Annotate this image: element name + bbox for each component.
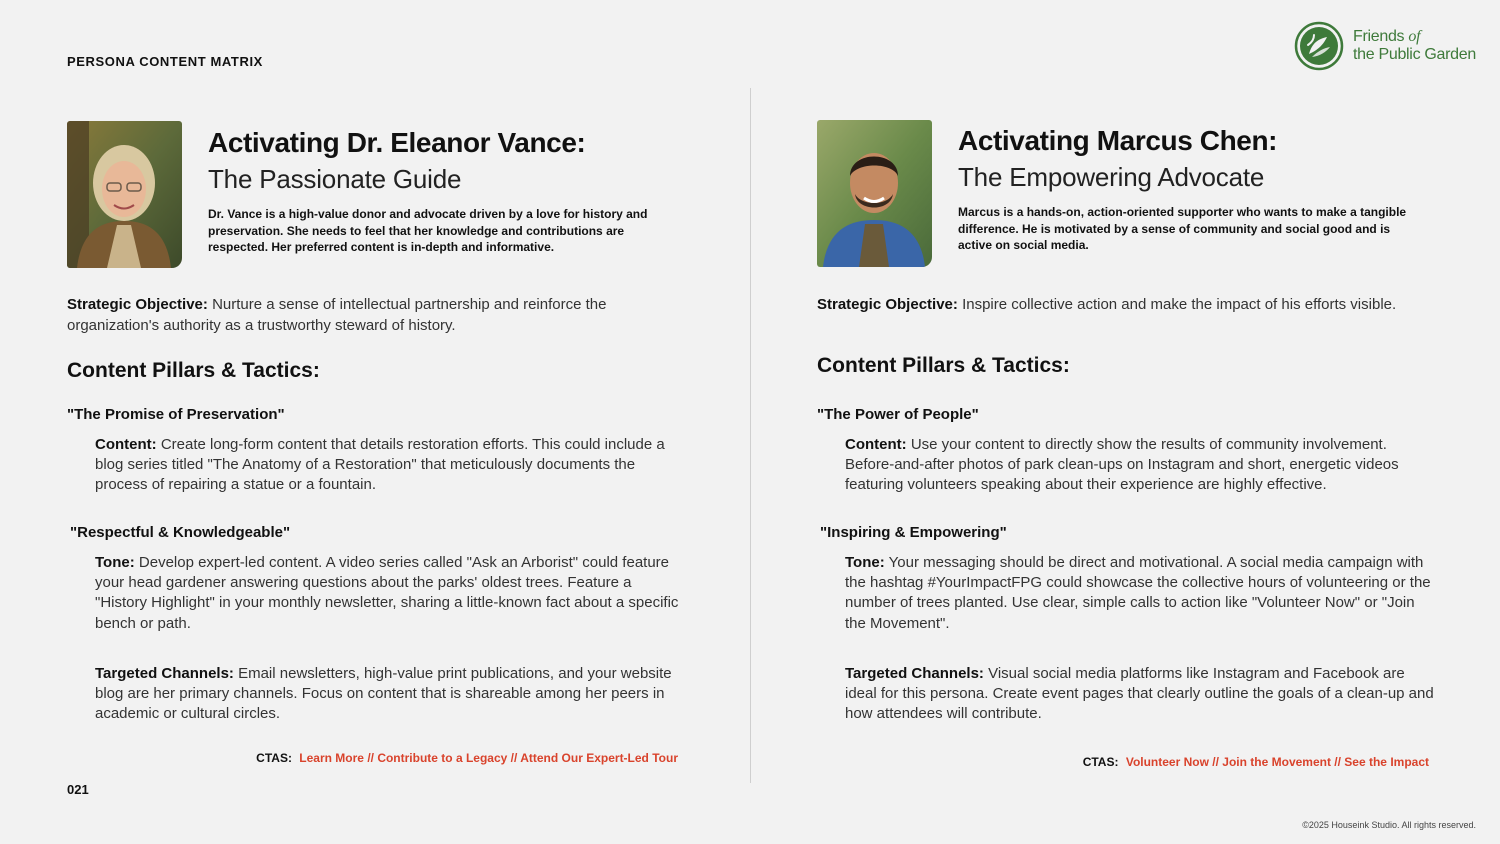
man-portrait-icon	[817, 120, 932, 267]
persona-name: Activating Dr. Eleanor Vance:	[208, 127, 586, 158]
channels-label: Targeted Channels:	[95, 665, 234, 682]
channels-text: Email newsletters, high-value print publications, and your website blog are her primary channels. Focus on content that is shareable among her peers in academic or cultural circles.	[95, 665, 672, 723]
content-paragraph	[95, 435, 685, 496]
persona-photo-eleanor	[67, 121, 182, 268]
tone-text: Develop expert-led content. A video series called "Ask an Arborist" could feature your head gardener answering questions about the parks' oldest trees. Feature a "History Highlight" in your monthly newsletter, sharing a little-known fact about a specific bench or path.	[95, 554, 679, 632]
ctas-line	[256, 751, 678, 765]
content-paragraph	[845, 435, 1435, 496]
persona-photo-marcus	[817, 120, 932, 267]
brand-of: of	[1408, 28, 1421, 45]
channels-paragraph	[845, 664, 1435, 725]
tone-label: Tone:	[95, 554, 135, 571]
persona-name: Activating Marcus Chen:	[958, 125, 1278, 156]
cta-links[interactable]: Learn More // Contribute to a Legacy // Attend Our Expert-Led Tour	[299, 751, 678, 765]
persona-bio: Marcus is a hands-on, action-oriented supporter who wants to make a tangible difference. He is motivated by a sense of community and social good and is active on social media.	[958, 205, 1407, 252]
channels-text: Visual social media platforms like Instagram and Facebook are ideal for this persona. Create event pages that clearly outline the goals of a clean-up and how attendees will contribute.	[845, 665, 1434, 723]
content-text: Create long-form content that details restoration efforts. This could include a blog series titled "The Anatomy of a Restoration" that meticulously documents the process of repairing a statue or a fountain.	[95, 436, 665, 494]
woman-portrait-icon	[67, 121, 182, 268]
persona-subtitle: The Passionate Guide	[208, 164, 462, 194]
objective-text: Inspire collective action and make the impact of his efforts visible.	[962, 296, 1397, 313]
channels-label: Targeted Channels:	[845, 665, 984, 682]
tone-label: Tone:	[845, 554, 885, 571]
persona-column-eleanor	[67, 0, 707, 844]
page-number: 021	[67, 782, 89, 797]
objective-label: Strategic Objective:	[67, 296, 208, 313]
column-divider	[750, 88, 751, 783]
pillar-title: "Inspiring & Empowering"	[820, 524, 1007, 541]
pillars-heading: Content Pillars & Tactics:	[817, 354, 1070, 377]
content-label: Content:	[845, 436, 907, 453]
content-label: Content:	[95, 436, 157, 453]
ctas-line	[1083, 755, 1429, 769]
brand-line1: Friends	[1353, 28, 1405, 45]
objective-text: Nurture a sense of intellectual partnership and reinforce the organization's authority as a trustworthy steward of history.	[67, 296, 607, 334]
persona-column-marcus	[817, 0, 1457, 844]
pillars-heading: Content Pillars & Tactics:	[67, 359, 320, 382]
pillar-title: "The Promise of Preservation"	[67, 406, 285, 423]
pillar-title: "Respectful & Knowledgeable"	[70, 524, 291, 541]
channels-paragraph	[95, 664, 685, 725]
objective-label: Strategic Objective:	[817, 296, 958, 313]
ctas-label: CTAS:	[256, 751, 292, 765]
content-text: Use your content to directly show the results of community involvement. Before-and-after photos of park clean-ups on Instagram and short, energetic videos featuring volunteers speaking about their experience are highly effective.	[845, 436, 1399, 494]
strategic-objective	[67, 295, 687, 336]
cta-links[interactable]: Volunteer Now // Join the Movement // See the Impact	[1125, 755, 1429, 769]
tone-paragraph	[845, 553, 1435, 634]
persona-bio: Dr. Vance is a high-value donor and advocate driven by a love for history and preservation. She needs to feel that her knowledge and contributions are respected. Her preferred content is in-depth and informative.	[208, 207, 648, 254]
copyright-notice: ©2025 Houseink Studio. All rights reserved.	[1302, 820, 1476, 830]
page-header-label: PERSONA CONTENT MATRIX	[67, 54, 263, 69]
tone-text: Your messaging should be direct and motivational. A social media campaign with the hashtag #YourImpactFPG could showcase the collective hours of volunteering or the number of trees planted. Use clear, simple calls to action like "Volunteer Now" or "Join the Movement".	[845, 554, 1431, 632]
ctas-label: CTAS:	[1082, 755, 1119, 769]
tone-paragraph	[95, 553, 685, 634]
persona-subtitle: The Empowering Advocate	[958, 162, 1265, 192]
brand-line2: the Public Garden	[1353, 46, 1476, 63]
pillar-title: "The Power of People"	[817, 406, 979, 423]
strategic-objective	[817, 295, 1437, 316]
